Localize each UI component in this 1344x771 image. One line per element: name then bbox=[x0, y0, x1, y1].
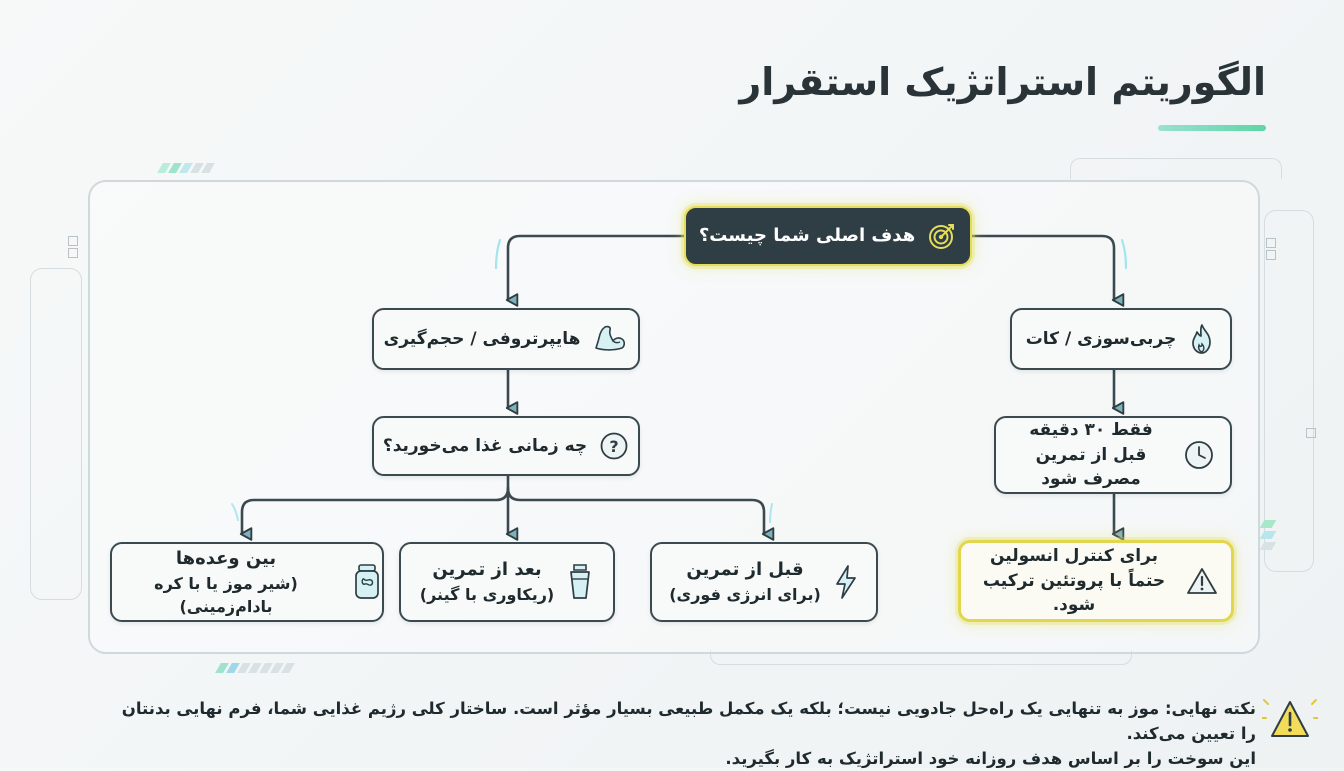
stripe-decoration bbox=[1262, 520, 1276, 560]
option-before-workout-subtitle: (برای انرژی فوری) bbox=[669, 585, 821, 605]
hypertrophy-label: هایپرتروفی / حجم‌گیری bbox=[383, 328, 581, 349]
stripe-decoration bbox=[218, 658, 295, 668]
insulin-warning-node bbox=[958, 540, 1234, 622]
frame-decoration-left bbox=[30, 268, 82, 600]
option-between-meals-text bbox=[112, 546, 340, 618]
root-question-label: هدف اصلی شما چیست؟ bbox=[698, 224, 916, 246]
warning-icon bbox=[1262, 696, 1318, 748]
root-question-node bbox=[684, 206, 972, 266]
page-title: الگوریتم استراتژیک استقرار bbox=[739, 60, 1266, 104]
lightning-icon bbox=[833, 564, 859, 600]
option-between-meals-node bbox=[110, 542, 384, 622]
frame-decoration-right bbox=[1264, 210, 1314, 572]
flame-icon bbox=[1188, 323, 1216, 355]
option-between-meals-subtitle: (شیر موز یا با کره بادام‌زمینی) bbox=[154, 573, 298, 617]
frame-marker bbox=[68, 236, 78, 246]
flexed-arm-icon bbox=[592, 324, 628, 354]
option-before-workout-text bbox=[669, 557, 821, 606]
fat-loss-node bbox=[1010, 308, 1232, 370]
title-underline bbox=[1158, 125, 1266, 131]
warning-icon bbox=[1186, 566, 1218, 596]
footer-note-line-1: نکته نهایی: موز به تنهایی یک راه‌حل جادویی نیست؛ بلکه یک مکمل طبیعی بسیار مؤثر است. ساختار کلی رژیم غذایی شما، فرم نهایی بدنتان را تعیین می‌کند. bbox=[121, 699, 1256, 743]
option-before-workout-node bbox=[650, 542, 878, 622]
frame-marker bbox=[1266, 238, 1276, 248]
option-after-workout-text bbox=[420, 557, 554, 606]
svg-text:?: ? bbox=[609, 437, 619, 456]
target-icon bbox=[927, 221, 957, 251]
timing-label: فقط ۳۰ دقیقه قبل از تمرین مصرف شود bbox=[1029, 420, 1153, 490]
shaker-cup-icon bbox=[566, 563, 594, 601]
fat-loss-label: چربی‌سوزی / کات bbox=[1025, 328, 1177, 349]
option-after-workout-title: بعد از تمرین bbox=[432, 559, 542, 581]
frame-marker bbox=[1306, 428, 1316, 438]
timing-node bbox=[994, 416, 1232, 494]
hypertrophy-node bbox=[372, 308, 640, 370]
frame-marker bbox=[1266, 250, 1276, 260]
clock-icon bbox=[1183, 439, 1215, 471]
meal-timing-question-node bbox=[372, 416, 640, 476]
question-icon bbox=[599, 431, 629, 461]
option-before-workout-title: قبل از تمرین bbox=[686, 559, 804, 581]
stripe-decoration bbox=[160, 158, 215, 168]
frame-marker bbox=[68, 248, 78, 258]
option-between-meals-title: بین وعده‌ها bbox=[175, 547, 277, 569]
footer-note bbox=[106, 696, 1256, 771]
option-after-workout-node bbox=[399, 542, 615, 622]
meal-timing-question-label: چه زمانی غذا می‌خورید؟ bbox=[382, 435, 588, 456]
option-after-workout-subtitle: (ریکاوری با گینر) bbox=[419, 585, 555, 605]
footer-note-line-2: این سوخت را بر اساس هدف روزانه خود استراتژیک به کار بگیرید. bbox=[725, 749, 1256, 768]
frame-decoration-top-right bbox=[1070, 158, 1282, 179]
peanut-butter-jar-icon bbox=[352, 563, 382, 601]
insulin-warning-label: برای کنترل انسولین حتماً با پروتئین ترکیب شود. bbox=[982, 546, 1166, 616]
